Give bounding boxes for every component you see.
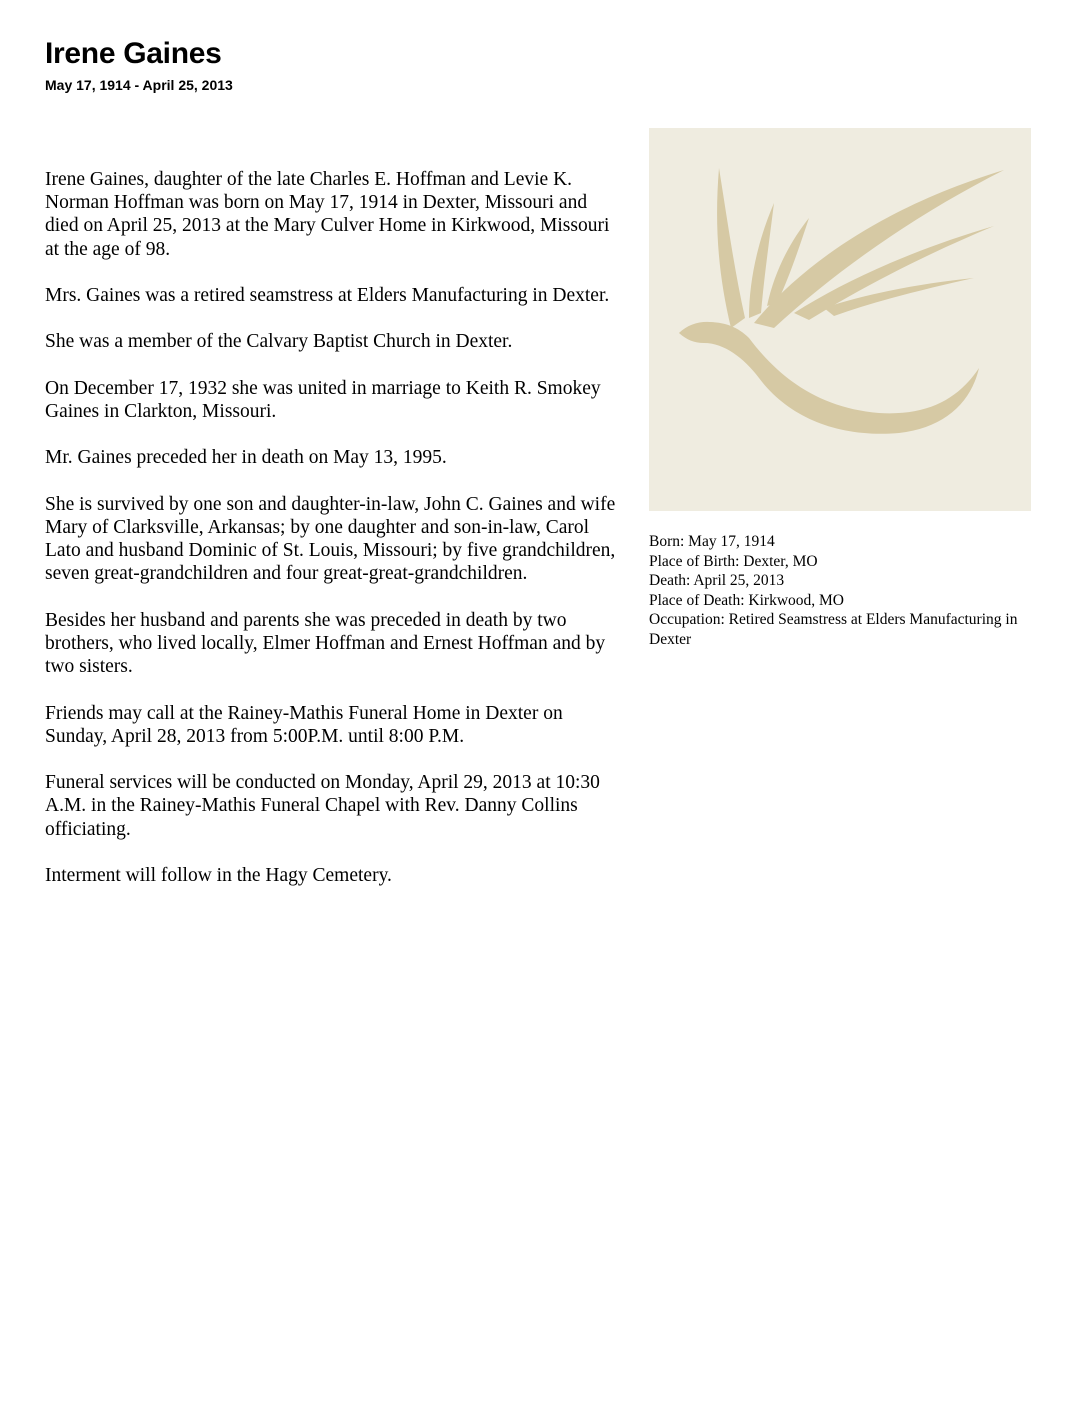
obituary-paragraph: Irene Gaines, daughter of the late Charles E. Hoffman and Levie K. Norman Hoffman was born on May 17, 1914 in Dexter, Missouri and died on April 25, 2013 at the Mary Culver Home in Kirkwood, Missouri at the age of 98. [45,169,610,260]
obituary-paragraph: Funeral services will be conducted on Monday, April 29, 2013 at 10:30 A.M. in the Rainey-Mathis Funeral Chapel with Rev. Danny Collins officiating. [45,772,600,840]
obituary-paragraph: She is survived by one son and daughter-in-law, John C. Gaines and wife Mary of Clarksville, Arkansas; by one daughter and son-in-law, Carol Lato and husband Dominic of St. Louis, Missouri; by five grandchildren, seven great-grandchildren and four great-great-grandchildren. [45,493,616,585]
vital-facts [649,532,1031,649]
fact-occupation: Occupation: Retired Seamstress at Elders Manufacturing in Dexter [649,611,1018,648]
obituary-paragraph: Mr. Gaines preceded her in death on May 13, 1995. [45,447,447,469]
obituary-paragraph: On December 17, 1932 she was united in marriage to Keith R. Smokey Gaines in Clarkton, Missouri. [45,377,601,422]
fact-death: Death: April 25, 2013 [649,572,785,589]
obituary-paragraph: She was a member of the Calvary Baptist Church in Dexter. [45,331,513,353]
fact-born: Born: May 17, 1914 [649,533,775,550]
obituary-body [45,168,617,910]
fact-place-of-birth: Place of Birth: Dexter, MO [649,552,818,570]
obituary-paragraph: Besides her husband and parents she was preceded in death by two brothers, who lived locally, Elmer Hoffman and Ernest Hoffman and by two sisters. [45,609,606,678]
page-title: Irene Gaines [45,37,222,70]
fact-place-of-death: Place of Death: Kirkwood, MO [649,591,844,609]
dove-icon [649,128,1031,511]
obituary-paragraph: Friends may call at the Rainey-Mathis Funeral Home in Dexter on Sunday, April 28, 2013 from 5:00P.M. until 8:00 P.M. [45,702,563,747]
obituary-paragraph: Mrs. Gaines was a retired seamstress at Elders Manufacturing in Dexter. [45,285,610,306]
obituary-paragraph: Interment will follow in the Hagy Cemetery. [45,864,392,886]
obituary-header [45,36,605,94]
life-dates: May 17, 1914 - April 25, 2013 [45,77,233,93]
memorial-photo [649,128,1031,511]
